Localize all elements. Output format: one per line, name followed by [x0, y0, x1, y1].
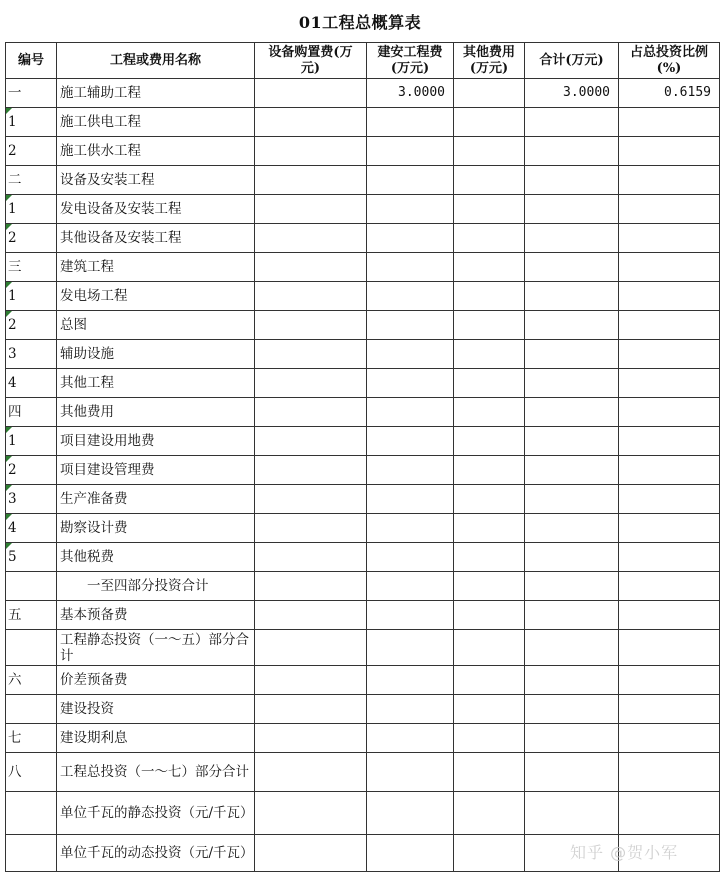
table-row — [6, 253, 720, 282]
table-row — [6, 724, 720, 753]
table-row — [6, 572, 720, 601]
cell-name[interactable]: 其他税费 — [57, 543, 255, 572]
cell-name[interactable]: 发电场工程 — [57, 282, 255, 311]
cell-ratio[interactable] — [619, 601, 720, 630]
cell-installation[interactable] — [367, 572, 454, 601]
cell-other[interactable] — [454, 79, 525, 108]
cell-code[interactable] — [6, 835, 57, 872]
col-header-equipment: 设备购置费(万元) — [255, 43, 367, 79]
table-row — [6, 282, 720, 311]
table-row — [6, 137, 720, 166]
cell-total[interactable] — [525, 166, 619, 195]
cell-name[interactable]: 施工供水工程 — [57, 137, 255, 166]
cell-name[interactable]: 建筑工程 — [57, 253, 255, 282]
cell-other[interactable] — [454, 137, 525, 166]
cell-name[interactable]: 建设投资 — [57, 695, 255, 724]
cell-name[interactable]: 单位千瓦的静态投资（元/千瓦） — [57, 792, 255, 835]
table-row — [6, 79, 720, 108]
cell-other[interactable] — [454, 195, 525, 224]
cell-equipment[interactable] — [255, 572, 367, 601]
cell-total[interactable] — [525, 601, 619, 630]
cell-total[interactable] — [525, 195, 619, 224]
cell-other[interactable] — [454, 601, 525, 630]
header-row — [6, 43, 720, 79]
cell-total[interactable] — [525, 485, 619, 514]
cell-equipment[interactable] — [255, 253, 367, 282]
cell-installation[interactable] — [367, 695, 454, 724]
cell-code[interactable]: 3 — [6, 485, 57, 514]
cell-equipment[interactable] — [255, 137, 367, 166]
cell-ratio[interactable] — [619, 253, 720, 282]
cell-installation[interactable] — [367, 724, 454, 753]
cell-code[interactable]: 1 — [6, 427, 57, 456]
cell-equipment[interactable] — [255, 369, 367, 398]
table-row — [6, 514, 720, 543]
cell-equipment[interactable] — [255, 427, 367, 456]
cell-total[interactable]: 3.0000 — [525, 79, 619, 108]
cell-equipment[interactable] — [255, 195, 367, 224]
cell-other[interactable] — [454, 666, 525, 695]
cell-ratio[interactable] — [619, 398, 720, 427]
col-header-total: 合计(万元) — [525, 43, 619, 79]
cell-installation[interactable] — [367, 166, 454, 195]
cell-ratio[interactable] — [619, 456, 720, 485]
budget-table — [5, 42, 720, 872]
col-header-ratio: 占总投资比例(%) — [619, 43, 720, 79]
table-title: 01工程总概算表 — [298, 12, 422, 32]
cell-name[interactable]: 工程静态投资（一～五）部分合计 — [57, 630, 255, 666]
cell-total[interactable] — [525, 398, 619, 427]
cell-code[interactable] — [6, 695, 57, 724]
cell-equipment[interactable] — [255, 340, 367, 369]
cell-ratio[interactable] — [619, 630, 720, 666]
cell-installation[interactable] — [367, 253, 454, 282]
cell-name[interactable]: 其他设备及安装工程 — [57, 224, 255, 253]
table-row — [6, 224, 720, 253]
cell-ratio[interactable] — [619, 340, 720, 369]
cell-code[interactable]: 2 — [6, 311, 57, 340]
cell-other[interactable] — [454, 485, 525, 514]
cell-ratio[interactable] — [619, 282, 720, 311]
cell-equipment[interactable] — [255, 224, 367, 253]
cell-total[interactable] — [525, 753, 619, 792]
cell-installation[interactable] — [367, 195, 454, 224]
cell-ratio[interactable] — [619, 666, 720, 695]
cell-ratio[interactable] — [619, 485, 720, 514]
table-row — [6, 166, 720, 195]
cell-ratio[interactable] — [619, 166, 720, 195]
cell-other[interactable] — [454, 282, 525, 311]
cell-name[interactable]: 项目建设管理费 — [57, 456, 255, 485]
table-row — [6, 456, 720, 485]
table-row — [6, 340, 720, 369]
cell-installation[interactable] — [367, 398, 454, 427]
cell-ratio[interactable]: 0.6159 — [619, 79, 720, 108]
cell-ratio[interactable] — [619, 695, 720, 724]
cell-code[interactable] — [6, 792, 57, 835]
cell-code[interactable]: 1 — [6, 195, 57, 224]
table-row — [6, 311, 720, 340]
cell-equipment[interactable] — [255, 456, 367, 485]
cell-installation[interactable] — [367, 753, 454, 792]
cell-installation[interactable] — [367, 543, 454, 572]
cell-equipment[interactable] — [255, 753, 367, 792]
cell-equipment[interactable] — [255, 630, 367, 666]
cell-code[interactable]: 2 — [6, 137, 57, 166]
cell-code[interactable]: 1 — [6, 108, 57, 137]
cell-code[interactable]: 5 — [6, 543, 57, 572]
cell-total[interactable] — [525, 543, 619, 572]
table-row — [6, 601, 720, 630]
cell-code[interactable]: 七 — [6, 724, 57, 753]
cell-name[interactable]: 勘察设计费 — [57, 514, 255, 543]
table-row — [6, 753, 720, 792]
cell-name[interactable]: 设备及安装工程 — [57, 166, 255, 195]
cell-code[interactable]: 2 — [6, 456, 57, 485]
table-row — [6, 195, 720, 224]
cell-ratio[interactable] — [619, 427, 720, 456]
cell-code[interactable]: 4 — [6, 514, 57, 543]
cell-other[interactable] — [454, 695, 525, 724]
cell-other[interactable] — [454, 792, 525, 835]
cell-total[interactable] — [525, 282, 619, 311]
cell-total[interactable] — [525, 572, 619, 601]
cell-ratio[interactable] — [619, 224, 720, 253]
cell-total[interactable] — [525, 427, 619, 456]
cell-other[interactable] — [454, 456, 525, 485]
cell-equipment[interactable] — [255, 792, 367, 835]
cell-installation[interactable] — [367, 485, 454, 514]
cell-name[interactable]: 施工供电工程 — [57, 108, 255, 137]
cell-installation[interactable] — [367, 108, 454, 137]
cell-name[interactable]: 施工辅助工程 — [57, 79, 255, 108]
cell-other[interactable] — [454, 108, 525, 137]
cell-installation[interactable] — [367, 311, 454, 340]
cell-installation[interactable] — [367, 666, 454, 695]
cell-ratio[interactable] — [619, 753, 720, 792]
cell-code[interactable]: 3 — [6, 340, 57, 369]
cell-installation[interactable] — [367, 369, 454, 398]
cell-total[interactable] — [525, 108, 619, 137]
cell-installation[interactable] — [367, 792, 454, 835]
cell-installation[interactable] — [367, 224, 454, 253]
table-row — [6, 369, 720, 398]
cell-total[interactable] — [525, 695, 619, 724]
cell-equipment[interactable] — [255, 543, 367, 572]
cell-total[interactable] — [525, 792, 619, 835]
cell-installation[interactable] — [367, 835, 454, 872]
cell-name[interactable]: 辅助设施 — [57, 340, 255, 369]
cell-equipment[interactable] — [255, 166, 367, 195]
cell-ratio[interactable] — [619, 514, 720, 543]
cell-equipment[interactable] — [255, 282, 367, 311]
cell-total[interactable] — [525, 224, 619, 253]
cell-equipment[interactable] — [255, 835, 367, 872]
cell-ratio[interactable] — [619, 108, 720, 137]
cell-code[interactable]: 五 — [6, 601, 57, 630]
col-header-name: 工程或费用名称 — [57, 43, 255, 79]
table-row — [6, 630, 720, 666]
table-row — [6, 695, 720, 724]
table-row — [6, 485, 720, 514]
cell-name[interactable]: 发电设备及安装工程 — [57, 195, 255, 224]
cell-ratio[interactable] — [619, 137, 720, 166]
watermark: 知乎 @贺小军 — [570, 843, 679, 862]
cell-code[interactable]: 二 — [6, 166, 57, 195]
table-row — [6, 792, 720, 835]
cell-code[interactable] — [6, 630, 57, 666]
cell-code[interactable]: 八 — [6, 753, 57, 792]
cell-installation[interactable] — [367, 137, 454, 166]
cell-equipment[interactable] — [255, 398, 367, 427]
table-row — [6, 543, 720, 572]
col-header-installation: 建安工程费(万元) — [367, 43, 454, 79]
cell-installation[interactable] — [367, 630, 454, 666]
cell-code[interactable]: 三 — [6, 253, 57, 282]
cell-ratio[interactable] — [619, 572, 720, 601]
cell-other[interactable] — [454, 311, 525, 340]
table-row — [6, 108, 720, 137]
cell-code[interactable] — [6, 572, 57, 601]
cell-total[interactable] — [525, 630, 619, 666]
cell-total[interactable] — [525, 369, 619, 398]
cell-installation[interactable] — [367, 601, 454, 630]
cell-total[interactable] — [525, 340, 619, 369]
cell-other[interactable] — [454, 340, 525, 369]
cell-name[interactable]: 生产准备费 — [57, 485, 255, 514]
cell-name[interactable]: 其他工程 — [57, 369, 255, 398]
cell-installation[interactable]: 3.0000 — [367, 79, 454, 108]
cell-equipment[interactable] — [255, 695, 367, 724]
cell-equipment[interactable] — [255, 108, 367, 137]
cell-equipment[interactable] — [255, 79, 367, 108]
cell-other[interactable] — [454, 253, 525, 282]
cell-total[interactable] — [525, 514, 619, 543]
cell-installation[interactable] — [367, 282, 454, 311]
cell-other[interactable] — [454, 835, 525, 872]
table-row — [6, 666, 720, 695]
cell-name[interactable]: 其他费用 — [57, 398, 255, 427]
cell-equipment[interactable] — [255, 485, 367, 514]
cell-equipment[interactable] — [255, 666, 367, 695]
cell-ratio[interactable] — [619, 369, 720, 398]
cell-installation[interactable] — [367, 514, 454, 543]
cell-ratio[interactable] — [619, 724, 720, 753]
table-row — [6, 427, 720, 456]
table-row — [6, 398, 720, 427]
cell-total[interactable] — [525, 456, 619, 485]
cell-other[interactable] — [454, 427, 525, 456]
cell-ratio[interactable] — [619, 311, 720, 340]
cell-total[interactable] — [525, 311, 619, 340]
cell-total[interactable] — [525, 253, 619, 282]
cell-ratio[interactable] — [619, 543, 720, 572]
cell-ratio[interactable] — [619, 195, 720, 224]
cell-name[interactable]: 价差预备费 — [57, 666, 255, 695]
cell-equipment[interactable] — [255, 311, 367, 340]
cell-other[interactable] — [454, 753, 525, 792]
cell-code[interactable]: 2 — [6, 224, 57, 253]
cell-code[interactable]: 六 — [6, 666, 57, 695]
cell-name[interactable]: 工程总投资（一～七）部分合计 — [57, 753, 255, 792]
col-header-other: 其他费用(万元) — [454, 43, 525, 79]
cell-installation[interactable] — [367, 456, 454, 485]
cell-name[interactable]: 基本预备费 — [57, 601, 255, 630]
cell-other[interactable] — [454, 224, 525, 253]
cell-other[interactable] — [454, 166, 525, 195]
cell-code[interactable]: 四 — [6, 398, 57, 427]
cell-name[interactable]: 单位千瓦的动态投资（元/千瓦） — [57, 835, 255, 872]
cell-code[interactable]: 1 — [6, 282, 57, 311]
cell-code[interactable]: 一 — [6, 79, 57, 108]
col-header-code: 编号 — [6, 43, 57, 79]
cell-installation[interactable] — [367, 340, 454, 369]
cell-total[interactable] — [525, 724, 619, 753]
cell-other[interactable] — [454, 543, 525, 572]
cell-code[interactable]: 4 — [6, 369, 57, 398]
cell-name[interactable]: 总图 — [57, 311, 255, 340]
cell-equipment[interactable] — [255, 514, 367, 543]
cell-total[interactable] — [525, 137, 619, 166]
cell-other[interactable] — [454, 572, 525, 601]
cell-other[interactable] — [454, 369, 525, 398]
cell-other[interactable] — [454, 724, 525, 753]
cell-name[interactable]: 建设期利息 — [57, 724, 255, 753]
cell-name[interactable]: 一至四部分投资合计 — [57, 572, 255, 601]
cell-other[interactable] — [454, 514, 525, 543]
cell-total[interactable] — [525, 666, 619, 695]
cell-other[interactable] — [454, 398, 525, 427]
cell-other[interactable] — [454, 630, 525, 666]
cell-equipment[interactable] — [255, 724, 367, 753]
cell-ratio[interactable] — [619, 792, 720, 835]
cell-installation[interactable] — [367, 427, 454, 456]
cell-equipment[interactable] — [255, 601, 367, 630]
cell-name[interactable]: 项目建设用地费 — [57, 427, 255, 456]
